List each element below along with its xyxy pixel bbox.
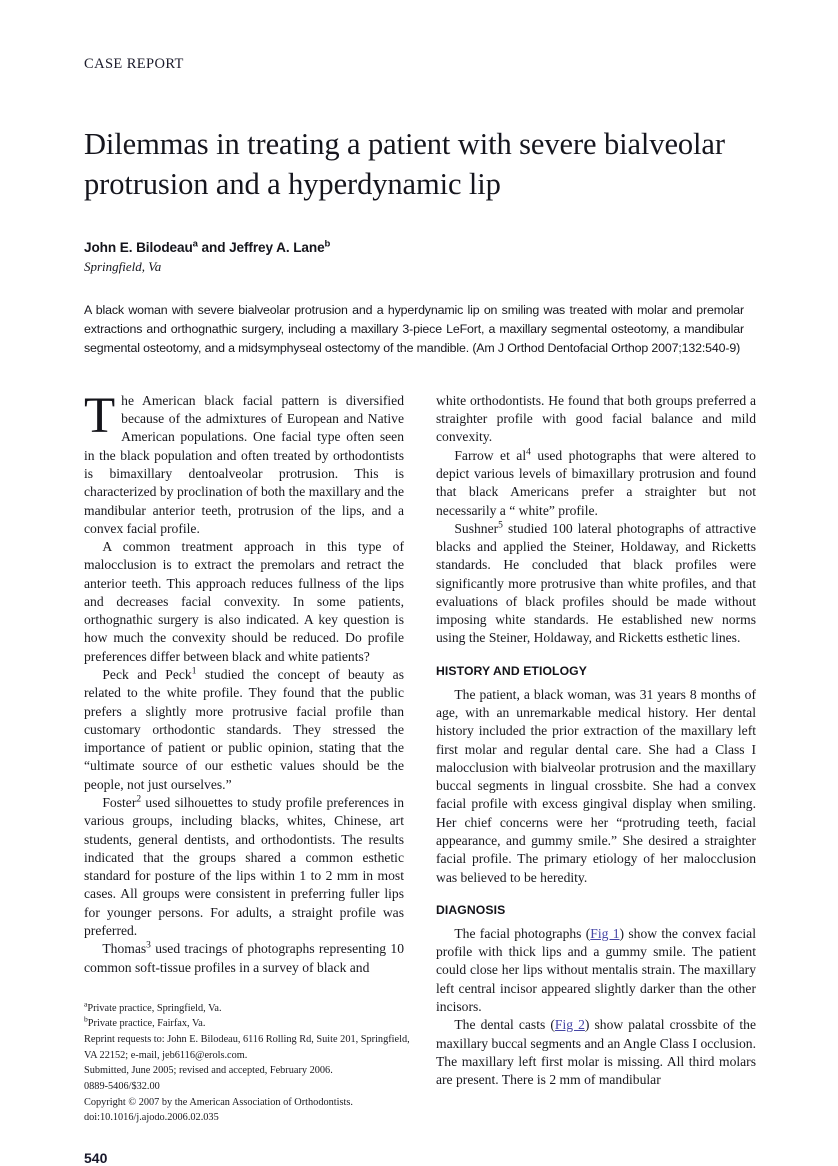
paragraph-farrow-rest: used photographs that were altered to depict various levels of bimaxillary protrusion and found that black Americans prefer a straighter but not necessarily a “ white” profile. <box>436 447 756 518</box>
citation-sushner-text: Sushner <box>454 520 499 536</box>
diagnosis-para2-lead: The dental casts ( <box>454 1017 555 1033</box>
footnote-submitted-date: Submitted, June 2005; revised and accepted, February 2006. <box>84 1065 333 1077</box>
diagnosis-para1-rest: ) show the convex facial profile with thick lips and a gummy smile. The patient could close her lips without mentalis strain. The maxillary left central incisor appeared slightly darker than the other incisors. <box>436 925 756 1014</box>
section-heading-history-and-etiology: HISTORY AND ETIOLOGY <box>436 663 587 678</box>
footnote-copyright: Copyright © 2007 by the American Association of Orthodontists. <box>84 1096 353 1108</box>
footnote-affiliation-a <box>84 1001 410 1017</box>
paragraph-history: The patient, a black woman, was 31 years 8 months of age, with an unremarkable medical history. Her dental history included the prior extraction of the maxillary left first molar and regular dental care. She had a Class I malocclusion with bialveolar protrusion and the maxillary buccal segments in lingual crossbite. She had a convex facial profile with excess gingival display when smiling. Her chief concerns were her “protruding teeth, facial appearance, and gummy smile.” She desired a straighter facial profile. The primary etiology of her malocclusion was believed to be heredity. <box>436 686 756 885</box>
paragraph-foster-rest: used silhouettes to study profile preferences in various groups, including blacks, whites, Chinese, art students, general dentists, and orthodontists. The results indicated that the groups shared a common esthetic standard for posture of the lips within 1 to 2 mm in most cases. All groups were consistent in preferring fuller lips for younger persons. For adults, a straight profile was preferred. <box>84 795 404 938</box>
author-affiliation-marker-a: a <box>192 238 198 250</box>
section-label-case-report: CASE REPORT <box>84 56 184 72</box>
footnote-marker-b: b <box>84 1015 88 1025</box>
footnote-marker-a: a <box>84 999 88 1009</box>
footnote-block <box>84 1001 410 1126</box>
section-heading-diagnosis: DIAGNOSIS <box>436 902 506 917</box>
paragraph-peck-and-peck <box>84 666 404 794</box>
reference-marker-5: 5 <box>498 520 503 531</box>
figure-link-fig-1[interactable]: Fig 1 <box>590 925 620 941</box>
two-column-body <box>84 387 756 1166</box>
paragraph-diagnosis-photographs <box>436 925 756 1016</box>
citation-peck-text: Peck and Peck <box>102 667 192 683</box>
citation-thomas-text: Thomas <box>102 941 147 957</box>
authors-conjunction: and Jeffrey A. Lane <box>197 240 325 256</box>
drop-cap-letter: T <box>84 387 116 444</box>
paragraph-thomas <box>84 940 404 977</box>
paragraph-sushner <box>436 520 756 648</box>
author-affiliation-marker-b: b <box>324 238 331 250</box>
paragraph-sushner-rest: studied 100 lateral photographs of attractive blacks and applied the Steiner, Holdaway, and Ricketts standards. He concluded that black profiles were significantly more protrusive than white profiles, and that evaluations of black profiles should be made without imposing white standards. He established new norms using the Steiner, Holdaway, and Ricketts esthetic lines. <box>436 520 756 646</box>
paragraph-intro <box>84 387 404 538</box>
footnote-affiliation-b-text: Private practice, Fairfax, Va. <box>87 1018 206 1030</box>
article-title: Dilemmas in treating a patient with severe bialveolar protrusion and a hyperdynamic lip <box>84 127 725 201</box>
paragraph-peck-rest: studied the concept of beauty as related to the white profile. They found that the public prefers a slightly more protrusive facial profile than customary orthodontic standards. They stressed the importance of patient or public opinion, stating that the “ultimate source of our esthetic values should be the people, not just ourselves.” <box>84 667 404 792</box>
reference-marker-2: 2 <box>136 794 142 805</box>
paragraph-thomas-rest: used tracings of photographs representing 10 common soft-tissue profiles in a survey of black and <box>84 941 404 975</box>
paragraph-diagnosis-casts <box>436 1016 756 1089</box>
footnote-reprint-requests: Reprint requests to: John E. Bilodeau, 6116 Rolling Rd, Suite 201, Springfield, VA 22152; e-mail, jeb6116@erols.com. <box>84 1034 410 1061</box>
paragraph-treatment-approach: A common treatment approach in this type of malocclusion is to extract the premolars and retract the anterior teeth. This approach reduces fullness of the lips and decreases facial convexity. In some patients, orthognathic surgery is also indicated. A key question is how much the convexity should be reduced. Do profile preferences differ between black and white patients? <box>84 539 404 664</box>
reference-marker-4: 4 <box>526 447 531 458</box>
author-name-first: John E. Bilodeau <box>84 240 193 256</box>
paragraph-intro-text: he American black facial pattern is diversified because of the admixtures of European and Native American populations. One facial type often seen in the black population and often treated by orthodontists is bimaxillary dentoalveolar protrusion. This is characterized by proclination of both the maxillary and the mandibular anterior teeth, protrusion of the lips, and a convex facial profile. <box>84 392 404 536</box>
right-column <box>436 392 756 1166</box>
citation-foster-text: Foster <box>102 795 137 810</box>
paragraph-farrow <box>436 447 756 520</box>
citation-farrow-text: Farrow et al <box>454 447 527 463</box>
paragraph-foster <box>84 794 404 940</box>
footnote-issn: 0889-5406/$32.00 <box>84 1081 160 1093</box>
footnote-doi: doi:10.1016/j.ajodo.2006.02.035 <box>84 1112 219 1124</box>
page-number: 540 <box>84 1149 108 1166</box>
author-list <box>84 240 756 255</box>
reference-marker-1: 1 <box>191 666 197 677</box>
footnote-affiliation-b <box>84 1016 410 1032</box>
page-content <box>84 56 756 1166</box>
article-abstract: A black woman with severe bialveolar protrusion and a hyperdynamic lip on smiling was treated with molar and premolar extractions and orthognathic surgery, including a maxillary 3-piece LeFort, a maxillary segmental osteotomy, a mandibular segmental osteotomy, and a midsymphyseal ostectomy of the mandible. (Am J Orthod Dentofacial Orthop 2007;132:540-9) <box>84 303 744 355</box>
reference-marker-3: 3 <box>146 940 151 951</box>
figure-link-fig-2[interactable]: Fig 2 <box>554 1017 585 1033</box>
author-affiliation-city: Springfield, Va <box>84 259 162 275</box>
diagnosis-para2-rest: ) show palatal crossbite of the maxillary buccal segments and an Angle Class I occlusion. The maxillary left first molar is missing. All third molars are present. There is 2 mm of mandibular <box>436 1017 756 1088</box>
paragraph-white-orthodontists: white orthodontists. He found that both groups preferred a straighter profile with good facial balance and mild convexity. <box>436 392 756 445</box>
diagnosis-para1-lead: The facial photographs ( <box>454 925 591 941</box>
left-column <box>84 387 410 1166</box>
footnote-affiliation-a-text: Private practice, Springfield, Va. <box>87 1002 222 1014</box>
